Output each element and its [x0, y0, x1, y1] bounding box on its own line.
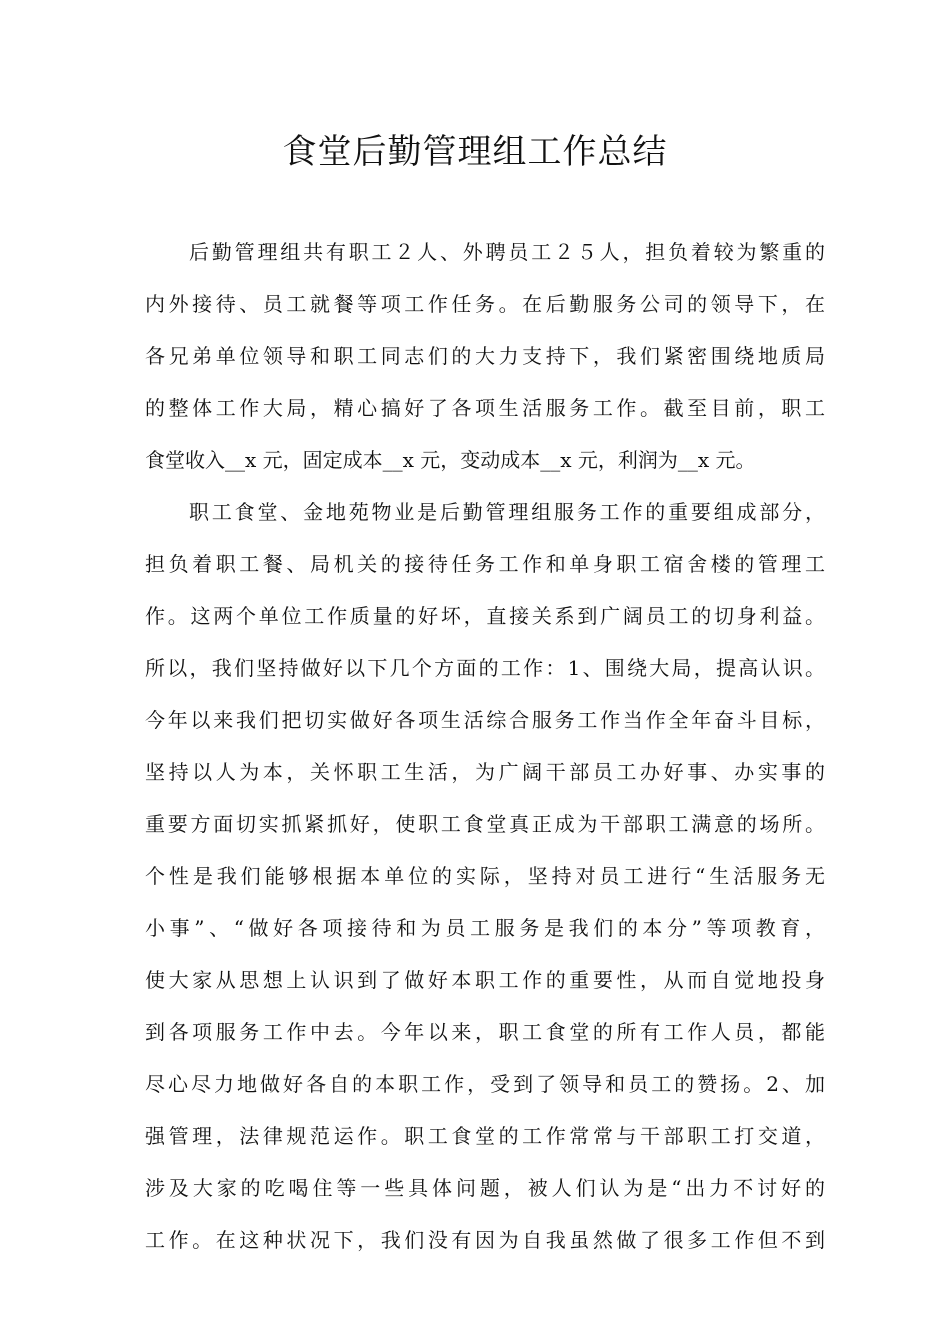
- paragraph-line: 食堂收入__x 元，固定成本__x 元，变动成本__x 元，利润为__x 元。: [145, 448, 756, 472]
- document-body: [145, 230, 825, 1270]
- paragraph-line: 涉及大家的吃喝住等一些具体问题，被人们认为是“出力不讨好的: [145, 1176, 825, 1200]
- paragraph-line: 小事”、“做好各项接待和为员工服务是我们的本分”等项教育，: [145, 916, 825, 940]
- paragraph-line: 重要方面切实抓紧抓好，使职工食堂真正成为干部职工满意的场所。: [145, 812, 825, 836]
- paragraph-line: 工作。在这种状况下，我们没有因为自我虽然做了很多工作但不到: [145, 1228, 825, 1252]
- paragraph-line: 到各项服务工作中去。今年以来，职工食堂的所有工作人员，都能: [145, 1020, 825, 1044]
- paragraph-line: 所以，我们坚持做好以下几个方面的工作：1、围绕大局，提高认识。: [145, 656, 825, 680]
- paragraph-line: 的整体工作大局，精心搞好了各项生活服务工作。截至目前，职工: [145, 396, 825, 420]
- paragraph-line: 个性是我们能够根据本单位的实际，坚持对员工进行“生活服务无: [145, 864, 825, 888]
- paragraph-line: 强管理，法律规范运作。职工食堂的工作常常与干部职工打交道，: [145, 1124, 825, 1148]
- paragraph-line: 职工食堂、金地苑物业是后勤管理组服务工作的重要组成部分，: [189, 500, 825, 524]
- paragraph-line: 后勤管理组共有职工２人、外聘员工２５人，担负着较为繁重的: [189, 240, 825, 264]
- paragraph-line: 使大家从思想上认识到了做好本职工作的重要性，从而自觉地投身: [145, 968, 825, 992]
- paragraph-line: 各兄弟单位领导和职工同志们的大力支持下，我们紧密围绕地质局: [145, 344, 825, 368]
- document-title: 食堂后勤管理组工作总结: [282, 132, 668, 172]
- paragraph-line: 坚持以人为本，关怀职工生活，为广阔干部员工办好事、办实事的: [145, 760, 825, 784]
- paragraph-line: 内外接待、员工就餐等项工作任务。在后勤服务公司的领导下，在: [145, 292, 825, 316]
- paragraph-line: 担负着职工餐、局机关的接待任务工作和单身职工宿舍楼的管理工: [145, 552, 825, 576]
- paragraph-line: 今年以来我们把切实做好各项生活综合服务工作当作全年奋斗目标，: [145, 708, 825, 732]
- paragraph-line: 尽心尽力地做好各自的本职工作，受到了领导和员工的赞扬。2、加: [145, 1072, 825, 1096]
- paragraph-line: 作。这两个单位工作质量的好坏，直接关系到广阔员工的切身利益。: [145, 604, 825, 628]
